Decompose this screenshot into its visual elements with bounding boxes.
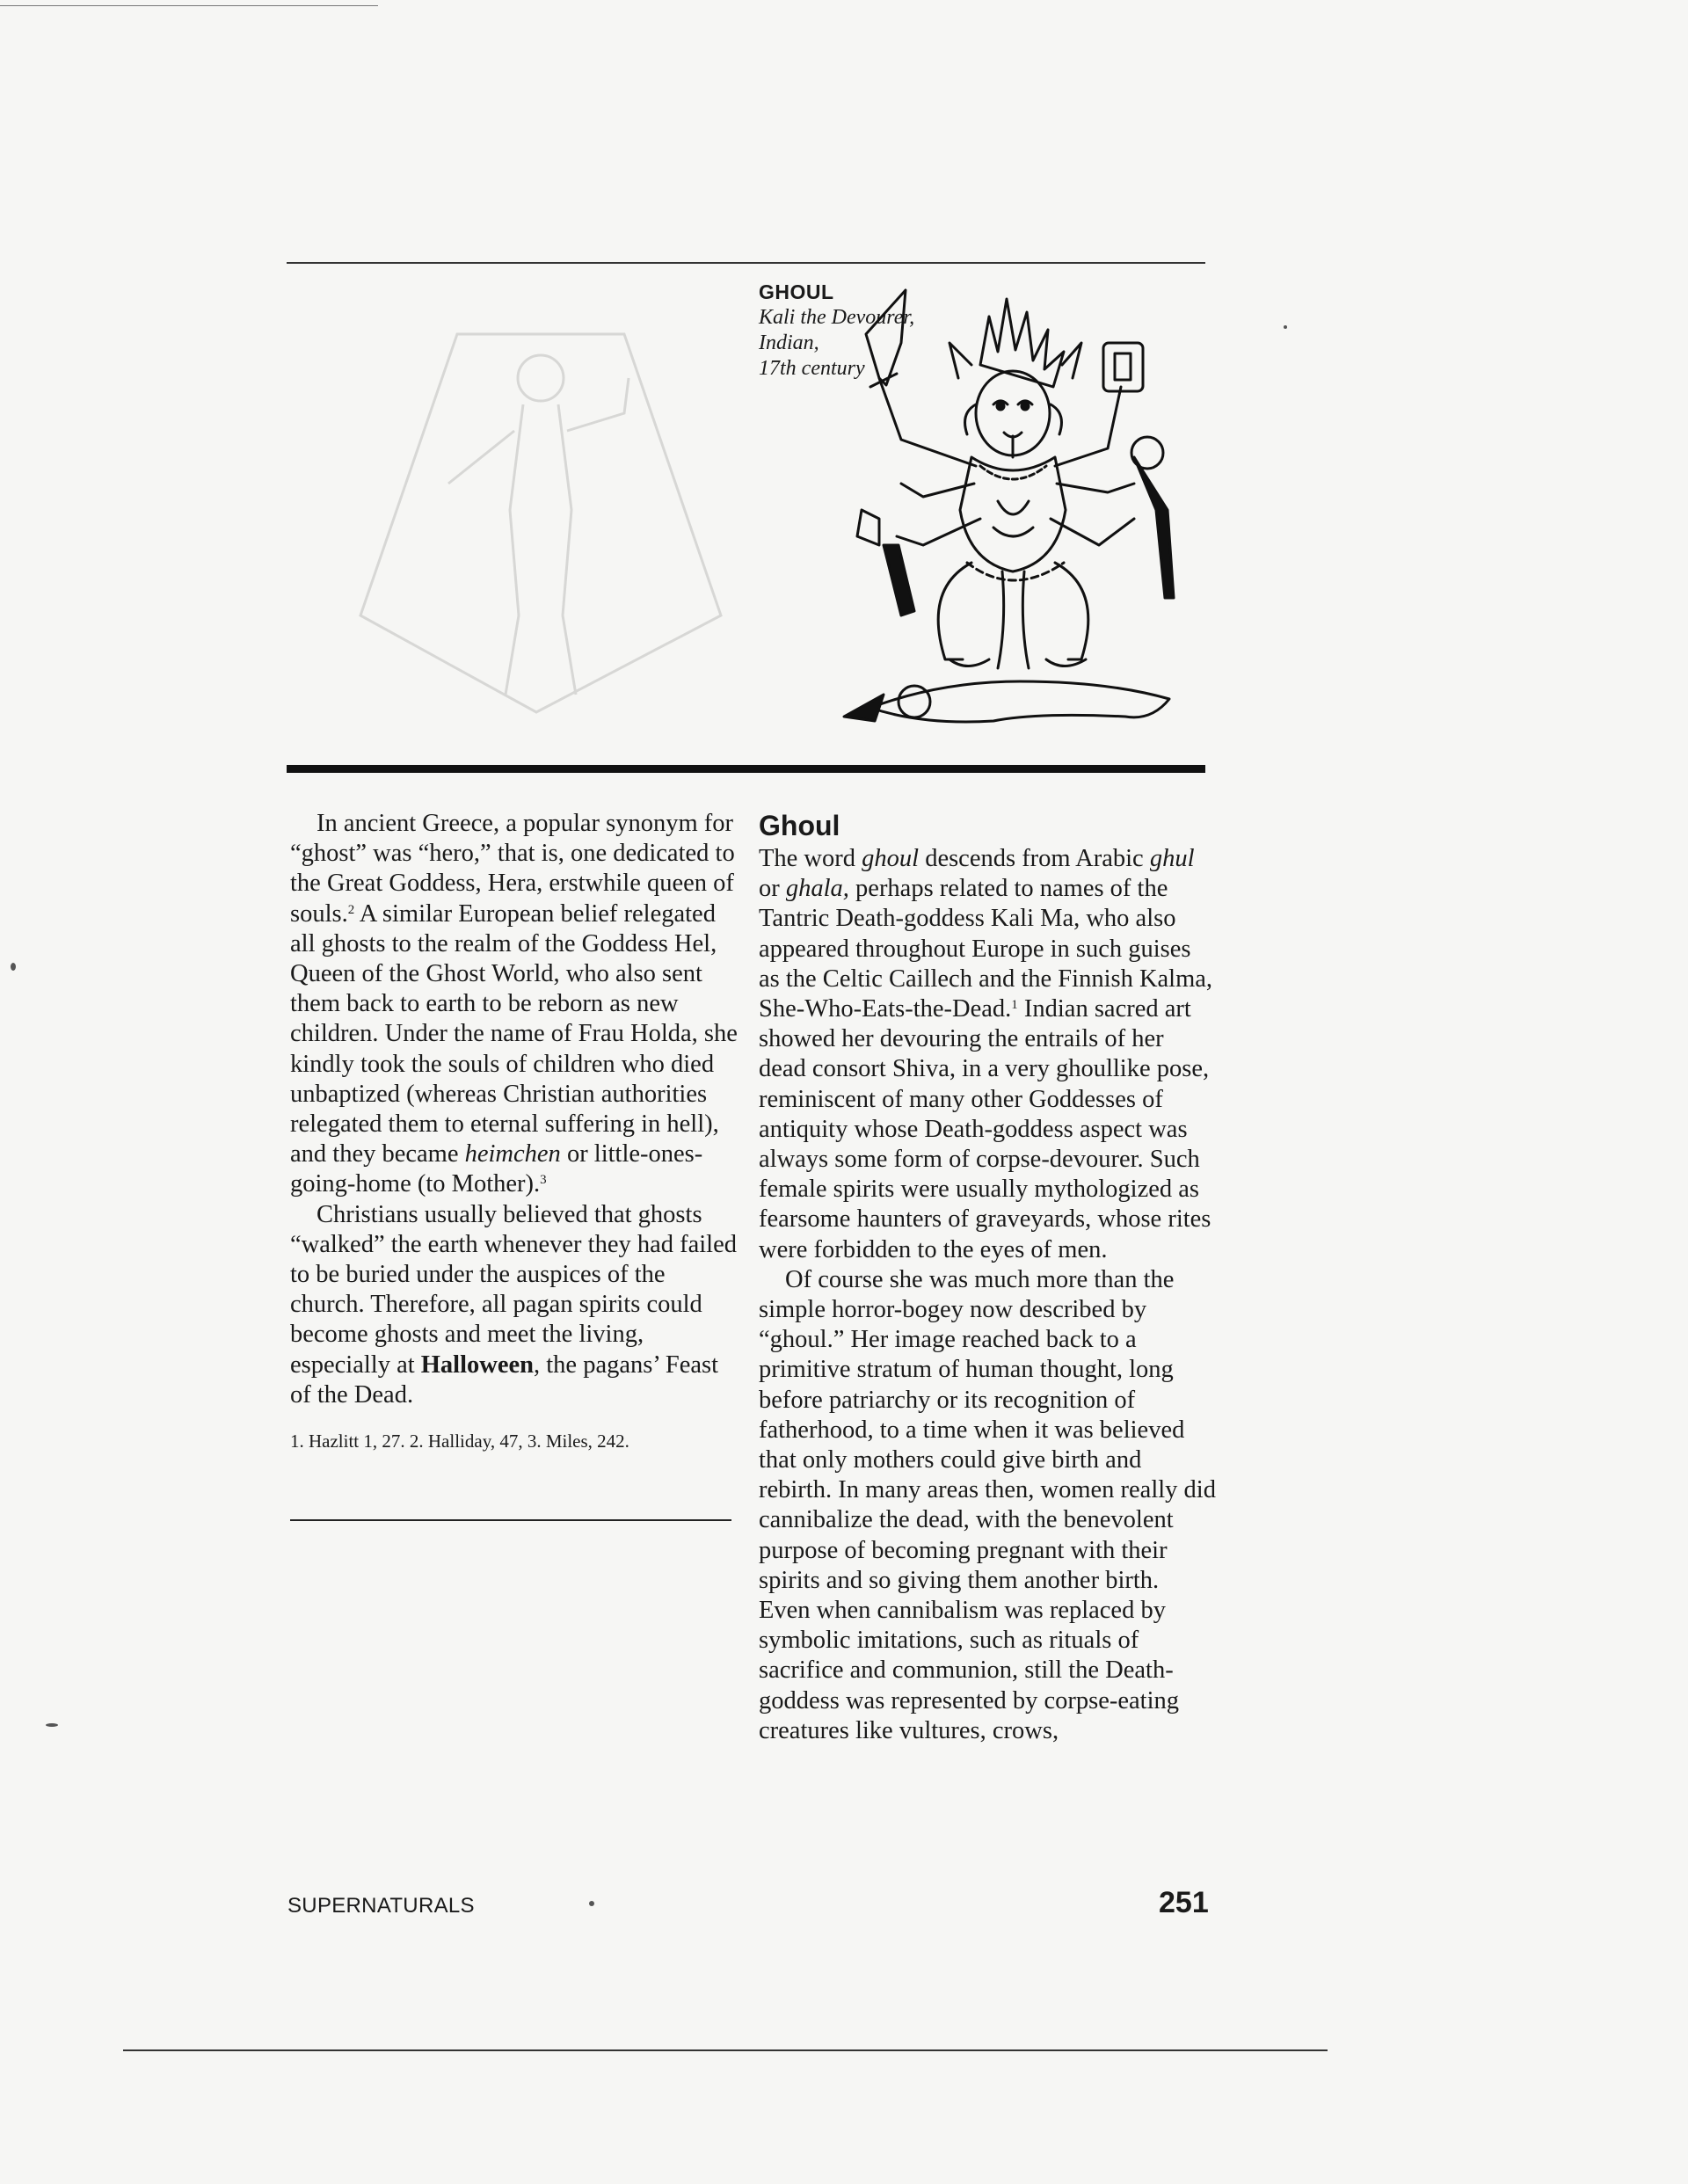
section-rule xyxy=(287,765,1205,773)
text-run: Christians usually believed that ghosts “walked” the earth whenever they had failed to be buried under the auspices of the church. Therefore, all pagan spirits could become ghosts and meet the living, especially at xyxy=(290,1200,737,1379)
text-run: The word xyxy=(759,845,862,872)
emphasis-term: ghul xyxy=(1149,845,1195,872)
kali-devourer-illustration-icon xyxy=(818,281,1196,743)
paragraph xyxy=(290,809,738,1200)
cross-reference: Halloween xyxy=(420,1350,535,1379)
emphasis-term: ghala, xyxy=(785,875,849,903)
right-column xyxy=(759,809,1216,1746)
footnote-ref: 3 xyxy=(540,1173,547,1188)
page-number: 251 xyxy=(1159,1886,1209,1919)
footnote-ref: 2 xyxy=(347,902,355,917)
text-run: Indian sacred art showed her devouring the entrails of her dead consort Shiva, in a very ghoullike pose, reminiscent of many other Goddesses of antiquity whose Death-goddess aspect was always some form of corpse-devourer. Such female spirits were usually mythologized as fearsome haunters of graveyards, whose rites were forbidden to the eyes of men. xyxy=(759,995,1211,1263)
scan-edge-top xyxy=(0,5,378,6)
paragraph: Of course she was much more than the simple horror-bogey now described by “ghoul.” Her image reached back to a primitive stratum of human thought, long before patriarchy or its recognition of fatherhood, to a time when it was believed that only mothers could give birth and rebirth. In many areas then, women really did cannibalize the dead, with the benevolent purpose of becoming pregnant with their spirits and so giving them another birth. Even when cannibalism was replaced by symbolic imitations, such as rituals of sacrifice and communion, still the Death-goddess was represented by corpse-eating creatures like vultures, crows, xyxy=(759,1265,1216,1744)
text-run: or xyxy=(759,875,786,903)
scan-speck xyxy=(1284,325,1287,329)
caption-title: GHOUL xyxy=(759,280,834,303)
paragraph xyxy=(290,1200,738,1410)
entry-title: Ghoul xyxy=(759,810,840,841)
caption-line: Indian, xyxy=(759,331,819,354)
caption-line: 17th century xyxy=(759,357,865,380)
text-run: or little-ones-going-home (to Mother). xyxy=(290,1140,703,1198)
scan-speck xyxy=(11,963,16,971)
footnote-ref: 1 xyxy=(1011,998,1018,1013)
footnotes: 1. Hazlitt 1, 27. 2. Halliday, 47, 3. Miles, 242. xyxy=(290,1431,629,1452)
caption-line: Kali the Devourer, xyxy=(759,306,915,329)
text-run: perhaps related to names of the Tantric Death-goddess Kali Ma, who also appeared throughout Europe in such guises as the Celtic Caillech and the Finnish Kalma, She-Who-Eats-the-Dead. xyxy=(759,875,1213,1023)
scan-edge-bottom xyxy=(123,2049,1328,2051)
text-run: In ancient Greece, a popular synonym for “ghost” was “hero,” that is, one dedicated to the Great Goddess, Hera, erstwhile queen of souls. xyxy=(290,810,735,928)
text-run: A similar European belief relegated all ghosts to the realm of the Goddess Hel, Queen of the Ghost World, who also sent them back to earth to be reborn as new children. Under the name of Frau Holda, she kindly took the souls of children who died unbaptized (whereas Christian authorities relegated them to eternal suffering in hell), and they became xyxy=(290,899,738,1168)
scan-speck xyxy=(46,1723,58,1727)
text-run: , the pagans’ Feast of the Dead. xyxy=(290,1350,719,1409)
top-rule xyxy=(287,262,1205,264)
emphasis-term: ghoul xyxy=(862,845,920,872)
left-column xyxy=(290,809,738,1452)
scan-speck xyxy=(589,1901,594,1906)
paragraph xyxy=(759,844,1216,1265)
running-head: SUPERNATURALS xyxy=(287,1894,475,1918)
notes-rule xyxy=(290,1519,731,1521)
text-run: descends from Arabic xyxy=(919,845,1150,872)
emphasis-term: heimchen xyxy=(464,1140,561,1168)
faded-ghost-figure-icon xyxy=(334,281,738,725)
